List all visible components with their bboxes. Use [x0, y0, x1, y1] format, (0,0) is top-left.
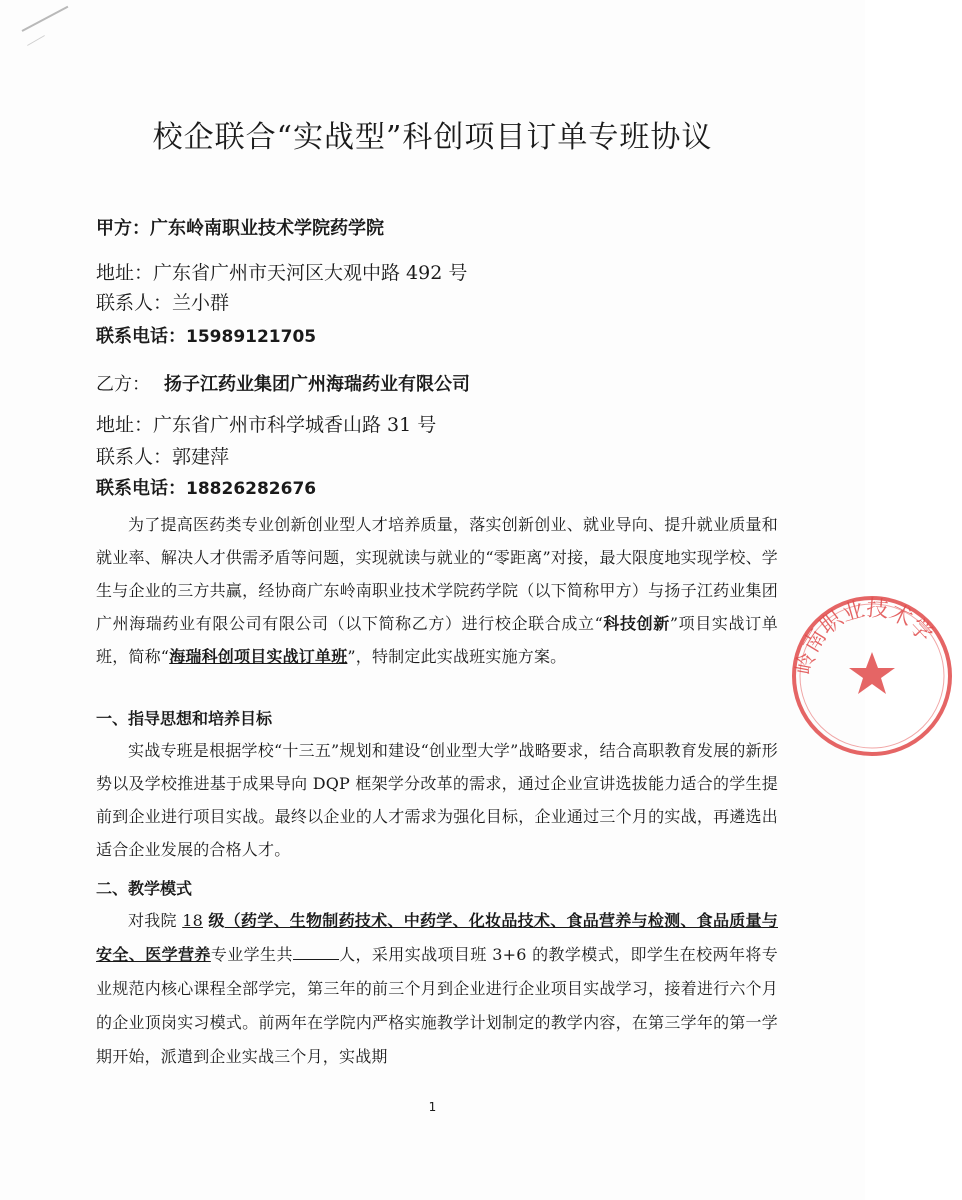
party-b-contact: 联系人：郭建萍: [96, 446, 230, 468]
seal-text: 岭南职业技术学: [792, 596, 938, 677]
intro-part3: ”，特制定此实战班实施方案。: [347, 647, 567, 666]
section-2-grade: 18: [182, 911, 203, 930]
party-a-address: 地址：广东省广州市天河区大观中路 492 号: [96, 262, 468, 284]
seal-star-icon: [849, 652, 895, 694]
scan-artifact-2: [27, 35, 45, 46]
party-b-name: 扬子江药业集团广州海瑞药业有限公司: [164, 374, 470, 395]
party-a-phone-label: 联系电话：: [96, 326, 186, 347]
intro-part1: 为了提高医药类专业创新创业型人才培养质量，落实创新创业、就业导向、提升就业质量和就业率、解决人才供需矛盾等问题，实现就读与就业的“零距离”对接，最大限度地实现学校、学生与企业的三方共赢，经协商广东岭南职业技术学院药学院（以下简称甲方）与扬子江药业集团广州海瑞药业有限公司有限公司（以下简称乙方）进行校企联合成立“: [96, 515, 778, 633]
section-2-after-majors: 专业学生共: [210, 945, 293, 964]
page-number: 1: [428, 1100, 437, 1114]
party-a-contact: 联系人：兰小群: [96, 292, 230, 314]
party-b-phone: 18826282676: [186, 479, 317, 499]
party-b-name-row: [96, 370, 470, 396]
section-2-rest: 人，采用实战项目班 3+6 的教学模式，即学生在校两年将专业规范内核心课程全部学完，第三年的前三个月到企业进行企业项目实战学习，接着进行六个月的企业顶岗实习模式。前两年在学院内严格实施教学计划制定的教学内容，在第三学年的第一学期开始，派遣到企业实战三个月，实战期: [96, 945, 778, 1066]
intro-paragraph: [96, 508, 778, 673]
section-2-grade-suffix: 级: [208, 911, 225, 930]
official-seal: [782, 586, 962, 766]
scan-artifact: [22, 6, 69, 32]
section-2-majors: （药学、生物制药技术、中药学、化妆品技术、食品营养与检测、食品质量与安全、医学营养: [96, 911, 778, 964]
section-2-body: [96, 904, 778, 1074]
intro-bold2: 海瑞科创项目实战订单班: [169, 647, 348, 666]
document-title: 校企联合“实战型”科创项目订单专班协议: [152, 120, 713, 155]
section-1-body: 实战专班是根据学校“十三五”规划和建设“创业型大学”战略要求，结合高职教育发展的新形势以及学校推进基于成果导向 DQP 框架学分改革的需求，通过企业宣讲选拔能力适合的学生提前到企业进行项目实战。最终以企业的人才需求为强化目标，企业通过三个月的实战，再遴选出适合企业发展的合格人才。: [96, 741, 778, 859]
intro-part2: ”项目实战订单班，简称“: [96, 614, 778, 666]
party-a-phone-row: [96, 322, 316, 348]
party-b-address: 地址：广东省广州市科学城香山路 31 号: [96, 414, 437, 436]
section-2-title: 二、教学模式: [96, 879, 193, 898]
student-count-blank: [293, 943, 339, 960]
intro-bold1: 科技创新: [602, 614, 670, 633]
party-b-phone-label: 联系电话：: [96, 478, 186, 499]
party-b-label: 乙方：: [96, 374, 150, 395]
party-b-phone-row: [96, 474, 316, 500]
party-a-name: 甲方：广东岭南职业技术学院药学院: [96, 218, 384, 239]
section-1-title: 一、指导思想和培养目标: [96, 709, 273, 728]
party-a-phone: 15989121705: [186, 327, 317, 347]
section-2-lead: 对我院: [128, 911, 177, 930]
